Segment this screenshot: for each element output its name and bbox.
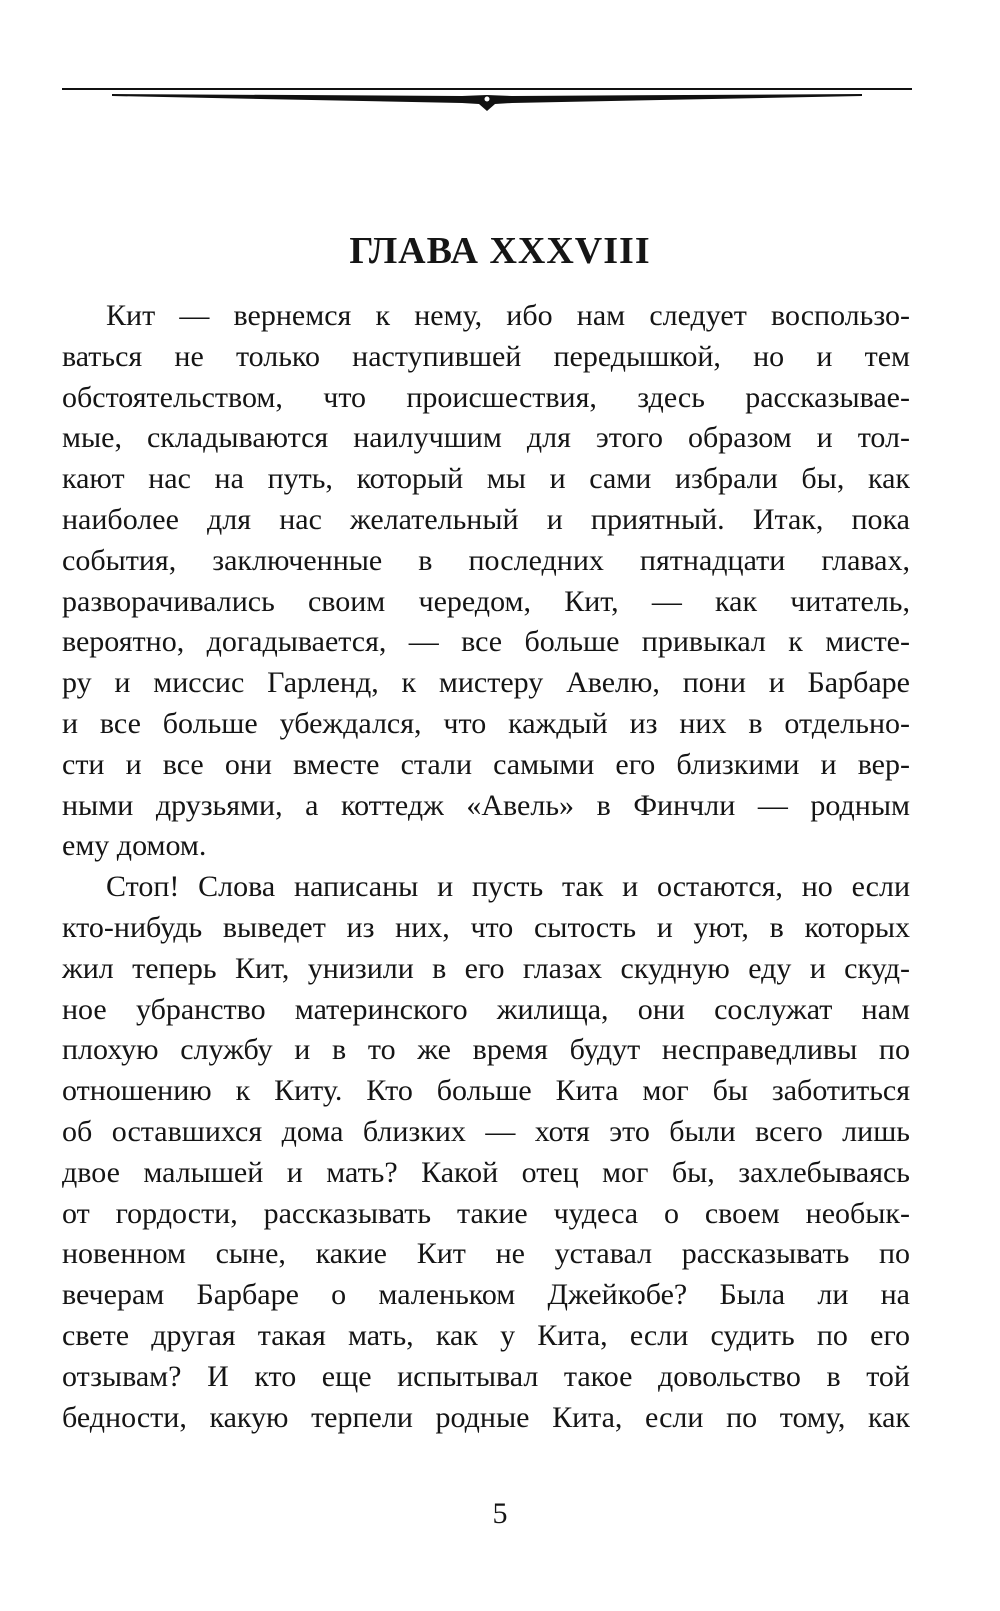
text-line: мые, складываются наилучшим для этого образом и тол- — [62, 421, 910, 455]
text-line: разворачивались своим чередом, Кит, — как читатель, — [62, 584, 910, 618]
text-line: жил теперь Кит, унизили в его глазах скудную еду и скуд- — [62, 951, 910, 985]
text-line: свете другая такая мать, как у Кита, если судить по его — [62, 1318, 910, 1352]
text-line: ными друзьями, а коттедж «Авель» в Финчли — родным — [62, 788, 910, 822]
chapter-title: ГЛАВА XXXVIII — [349, 230, 651, 272]
text-line: от гордости, рассказывать такие чудеса о своем необык- — [62, 1196, 910, 1230]
text-line: об оставшихся дома близких — хотя это были всего лишь — [62, 1114, 910, 1148]
text-line: ру и миссис Гарленд, к мистеру Авелю, пони и Барбаре — [62, 666, 910, 700]
text-line: события, заключенные в последних пятнадцати главах, — [62, 543, 910, 577]
ornament-right-taper — [512, 94, 862, 103]
ornament-left-taper — [112, 94, 462, 103]
text-line: сти и все они вместе стали самыми его близкими и вер- — [62, 747, 910, 781]
text-line: Кит — вернемся к нему, ибо нам следует воспользо- — [106, 299, 910, 332]
text-line: отзывам? И кто еще испытывал такое довольство в той — [62, 1359, 910, 1393]
text-line: ное убранство материнского жилища, они сослужат нам — [62, 992, 910, 1026]
text-line: бедности, какую терпели родные Кита, если по тому, как — [62, 1400, 910, 1434]
text-line: Стоп! Слова написаны и пусть так и остаются, но если — [106, 870, 910, 904]
text-line: кают нас на путь, который мы и сами избрали бы, как — [62, 462, 910, 496]
text-line: ему домом. — [62, 829, 207, 863]
text-line: обстоятельством, что происшествия, здесь рассказывае- — [62, 380, 910, 414]
text-line: ваться не только наступившей передышкой, но и тем — [62, 339, 910, 373]
header-ornament-rule — [62, 85, 912, 115]
paragraph-2 — [62, 867, 910, 1438]
ornament-center-dot — [485, 97, 490, 102]
text-line: плохую службу и в то же время будут несправедливы по — [62, 1033, 910, 1067]
text-line: двое малышей и мать? Какой отец мог бы, захлебываясь — [62, 1155, 910, 1189]
text-line: кто-нибудь выведет из них, что сытость и уют, в которых — [62, 910, 910, 944]
text-line: новенном сыне, какие Кит не уставал рассказывать по — [62, 1237, 910, 1271]
text-line: вероятно, догадывается, — все больше привыкал к мисте- — [62, 625, 910, 659]
paragraph-1 — [62, 296, 910, 867]
text-line: вечерам Барбаре о маленьком Джейкобе? Была ли на — [62, 1278, 910, 1312]
text-line: наиболее для нас желательный и приятный. Итак, пока — [62, 502, 910, 536]
text-line: и все больше убеждался, что каждый из них в отдельно- — [62, 706, 910, 740]
page-number: 5 — [492, 1497, 508, 1530]
chapter-body — [62, 296, 910, 1438]
text-line: отношению к Киту. Кто больше Кита мог бы заботиться — [62, 1074, 910, 1108]
